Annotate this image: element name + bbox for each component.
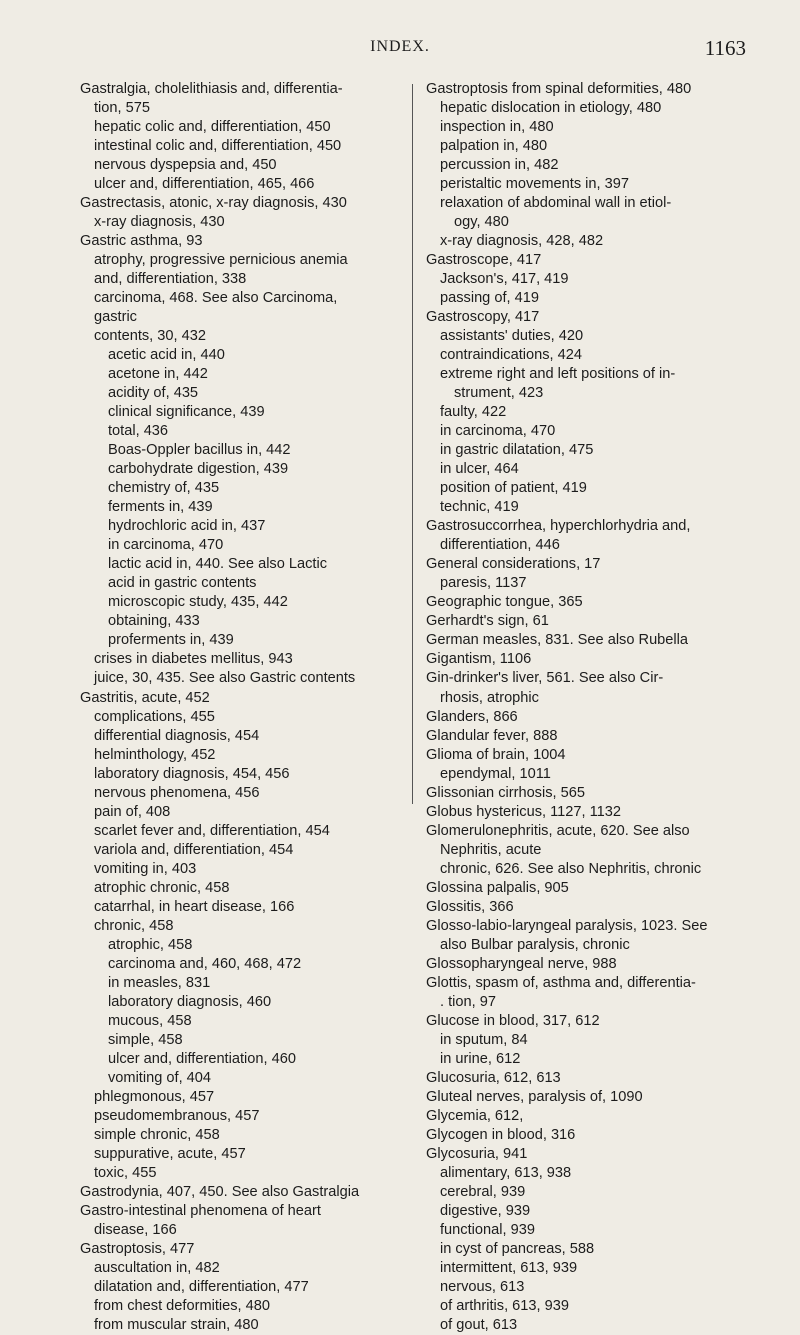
index-entry: Jackson's, 417, 419 [440, 271, 569, 288]
page-header [0, 36, 800, 66]
index-entry: cerebral, 939 [440, 1183, 526, 1200]
index-entry: intermittent, 613, 939 [440, 1259, 578, 1276]
index-entry: hepatic colic and, differentiation, 450 [94, 119, 331, 136]
index-column-right [426, 80, 756, 1335]
index-entry: Gigantism, 1106 [426, 651, 532, 668]
index-entry: Gastroscope, 417 [426, 252, 542, 269]
index-entry: strument, 423 [454, 385, 544, 402]
index-entry: chronic, 458 [94, 917, 174, 934]
index-entry: ulcer and, differentiation, 460 [108, 1050, 296, 1067]
index-entry: carbohydrate digestion, 439 [108, 461, 289, 478]
index-entry: clinical significance, 439 [108, 404, 265, 421]
index-entry: simple chronic, 458 [94, 1126, 220, 1143]
index-entry: Gerhardt's sign, 61 [426, 613, 549, 630]
index-entry: . tion, 97 [440, 993, 496, 1010]
index-entry: Gluteal nerves, paralysis of, 1090 [426, 1088, 643, 1105]
index-entry: in gastric dilatation, 475 [440, 442, 594, 459]
index-entry: in measles, 831 [108, 974, 211, 991]
index-entry: Gastroptosis from spinal deformities, 480 [426, 81, 692, 97]
index-entry: tion, 575 [94, 100, 150, 117]
index-entry: pain of, 408 [94, 803, 171, 820]
index-entry: nervous, 613 [440, 1278, 525, 1295]
index-entry: in urine, 612 [440, 1050, 521, 1067]
index-entry: Glottis, spasm of, asthma and, differentia- [426, 974, 696, 991]
index-entry: differentiation, 446 [440, 537, 560, 554]
index-entry: vomiting in, 403 [94, 860, 197, 877]
index-entry: in carcinoma, 470 [108, 537, 224, 554]
index-entry: acetone in, 442 [108, 366, 208, 383]
index-entry: Gastrodynia, 407, 450. See also Gastralgia [80, 1183, 360, 1200]
index-entry: auscultation in, 482 [94, 1259, 220, 1276]
index-entry: intestinal colic and, differentiation, 450 [94, 138, 342, 155]
running-title: INDEX. [370, 38, 430, 55]
index-entry: Glycosuria, 941 [426, 1145, 528, 1162]
index-entry: from muscular strain, 480 [94, 1317, 259, 1334]
index-entry: disease, 166 [94, 1221, 177, 1238]
index-entry: digestive, 939 [440, 1202, 531, 1219]
index-entry: simple, 458 [108, 1031, 183, 1048]
index-entry: obtaining, 433 [108, 613, 200, 630]
index-entry: Glossopharyngeal nerve, 988 [426, 955, 617, 972]
index-entry: Boas-Oppler bacillus in, 442 [108, 442, 291, 459]
index-entry: palpation in, 480 [440, 138, 548, 155]
index-entry: carcinoma and, 460, 468, 472 [108, 955, 302, 972]
index-entry: also Bulbar paralysis, chronic [440, 936, 630, 953]
page-number: 1163 [704, 36, 746, 60]
index-entry: Gastric asthma, 93 [80, 233, 203, 250]
index-entry: total, 436 [108, 423, 169, 440]
index-entry: suppurative, acute, 457 [94, 1145, 246, 1162]
index-entry: faulty, 422 [440, 404, 507, 421]
index-entry: Geographic tongue, 365 [426, 594, 583, 611]
index-entry: Gastritis, acute, 452 [80, 689, 210, 706]
index-entry: hydrochloric acid in, 437 [108, 518, 266, 535]
index-entry: Gastrectasis, atonic, x-ray diagnosis, 430 [80, 195, 347, 212]
index-entry: in cyst of pancreas, 588 [440, 1240, 595, 1257]
index-entry: ependymal, 1011 [440, 765, 551, 782]
index-entry: Gastralgia, cholelithiasis and, differentia- [80, 81, 343, 97]
index-entry: General considerations, 17 [426, 556, 601, 573]
index-entry: x-ray diagnosis, 428, 482 [440, 233, 604, 250]
index-entry: toxic, 455 [94, 1164, 157, 1181]
index-entry: mucous, 458 [108, 1012, 192, 1029]
index-entry: laboratory diagnosis, 454, 456 [94, 765, 290, 782]
index-entry: Nephritis, acute [440, 841, 542, 858]
index-entry: peristaltic movements in, 397 [440, 176, 629, 193]
index-entry: Glycemia, 612, [426, 1107, 524, 1124]
index-entry: lactic acid in, 440. See also Lactic [108, 556, 328, 573]
index-entry: position of patient, 419 [440, 480, 587, 497]
index-entry: Glosso-labio-laryngeal paralysis, 1023. See [426, 917, 708, 934]
index-entry: relaxation of abdominal wall in etiol- [440, 195, 672, 212]
index-entry: complications, 455 [94, 708, 215, 725]
index-entry: dilatation and, differentiation, 477 [94, 1278, 309, 1295]
column-divider [412, 84, 413, 804]
index-entry: Glissonian cirrhosis, 565 [426, 784, 585, 801]
index-entry: Glossina palpalis, 905 [426, 879, 569, 896]
index-entry: Glomerulonephritis, acute, 620. See also [426, 822, 690, 839]
index-entry: paresis, 1137 [440, 575, 527, 592]
index-entry: contents, 30, 432 [94, 328, 206, 345]
index-entry: of gout, 613 [440, 1317, 518, 1334]
index-entry: inspection in, 480 [440, 119, 554, 136]
index-entry: proferments in, 439 [108, 632, 234, 649]
index-entry: nervous phenomena, 456 [94, 784, 260, 801]
index-entry: ulcer and, differentiation, 465, 466 [94, 176, 315, 193]
index-entry: Gastroscopy, 417 [426, 309, 540, 326]
index-entry: juice, 30, 435. See also Gastric contents [94, 670, 356, 687]
index-entry: differential diagnosis, 454 [94, 727, 260, 744]
index-entry: Gastro-intestinal phenomena of heart [80, 1202, 321, 1219]
index-entry: vomiting of, 404 [108, 1069, 212, 1086]
index-entry: Glandular fever, 888 [426, 727, 558, 744]
index-entry: Glucose in blood, 317, 612 [426, 1012, 600, 1029]
index-entry: atrophic, 458 [108, 936, 193, 953]
index-entry: Gastroptosis, 477 [80, 1240, 195, 1257]
index-entry: of arthritis, 613, 939 [440, 1298, 569, 1314]
index-entry: nervous dyspepsia and, 450 [94, 157, 277, 174]
index-entry: in ulcer, 464 [440, 461, 519, 478]
index-entry: hepatic dislocation in etiology, 480 [440, 100, 662, 117]
index-entry: acetic acid in, 440 [108, 347, 225, 364]
index-entry: in carcinoma, 470 [440, 423, 556, 440]
index-entry: Gastrosuccorrhea, hyperchlorhydria and, [426, 518, 691, 535]
index-entry: chemistry of, 435 [108, 480, 220, 497]
index-entry: and, differentiation, 338 [94, 271, 247, 288]
index-entry: functional, 939 [440, 1221, 535, 1238]
index-entry: laboratory diagnosis, 460 [108, 993, 272, 1010]
index-entry: ogy, 480 [454, 214, 509, 231]
index-entry: technic, 419 [440, 499, 519, 516]
index-entry: in sputum, 84 [440, 1031, 528, 1048]
index-entry: atrophy, progressive pernicious anemia [94, 252, 348, 269]
index-entry: variola and, differentiation, 454 [94, 841, 294, 858]
index-entry: phlegmonous, 457 [94, 1088, 215, 1105]
index-entry: rhosis, atrophic [440, 689, 539, 706]
index-entry: Glanders, 866 [426, 708, 518, 725]
index-entry: contraindications, 424 [440, 347, 582, 364]
index-entry: percussion in, 482 [440, 157, 559, 174]
index-entry: catarrhal, in heart disease, 166 [94, 898, 295, 915]
index-entry: Globus hystericus, 1127, 1132 [426, 803, 621, 820]
index-entry: crises in diabetes mellitus, 943 [94, 651, 293, 668]
index-entry: gastric [94, 309, 137, 326]
index-entry: chronic, 626. See also Nephritis, chronic [440, 860, 702, 877]
index-entry: acid in gastric contents [108, 575, 257, 592]
index-entry: Gin-drinker's liver, 561. See also Cir- [426, 670, 664, 687]
index-entry: alimentary, 613, 938 [440, 1164, 572, 1181]
index-entry: passing of, 419 [440, 290, 539, 307]
index-entry: microscopic study, 435, 442 [108, 594, 288, 611]
index-entry: carcinoma, 468. See also Carcinoma, [94, 290, 338, 307]
index-entry: Glycogen in blood, 316 [426, 1126, 576, 1143]
index-entry: Glucosuria, 612, 613 [426, 1069, 561, 1086]
index-entry: pseudomembranous, 457 [94, 1107, 260, 1124]
index-entry: Glossitis, 366 [426, 898, 514, 915]
index-column-left [80, 80, 410, 1335]
index-entry: helminthology, 452 [94, 746, 216, 763]
index-entry: atrophic chronic, 458 [94, 879, 230, 896]
index-entry: scarlet fever and, differentiation, 454 [94, 822, 330, 839]
index-entry: assistants' duties, 420 [440, 328, 584, 345]
index-entry: German measles, 831. See also Rubella [426, 632, 689, 649]
index-entry: acidity of, 435 [108, 385, 199, 402]
index-entry: from chest deformities, 480 [94, 1298, 271, 1314]
index-entry: ferments in, 439 [108, 499, 213, 516]
index-entry: x-ray diagnosis, 430 [94, 214, 225, 231]
index-entry: extreme right and left positions of in- [440, 366, 676, 383]
index-entry: Glioma of brain, 1004 [426, 746, 566, 763]
